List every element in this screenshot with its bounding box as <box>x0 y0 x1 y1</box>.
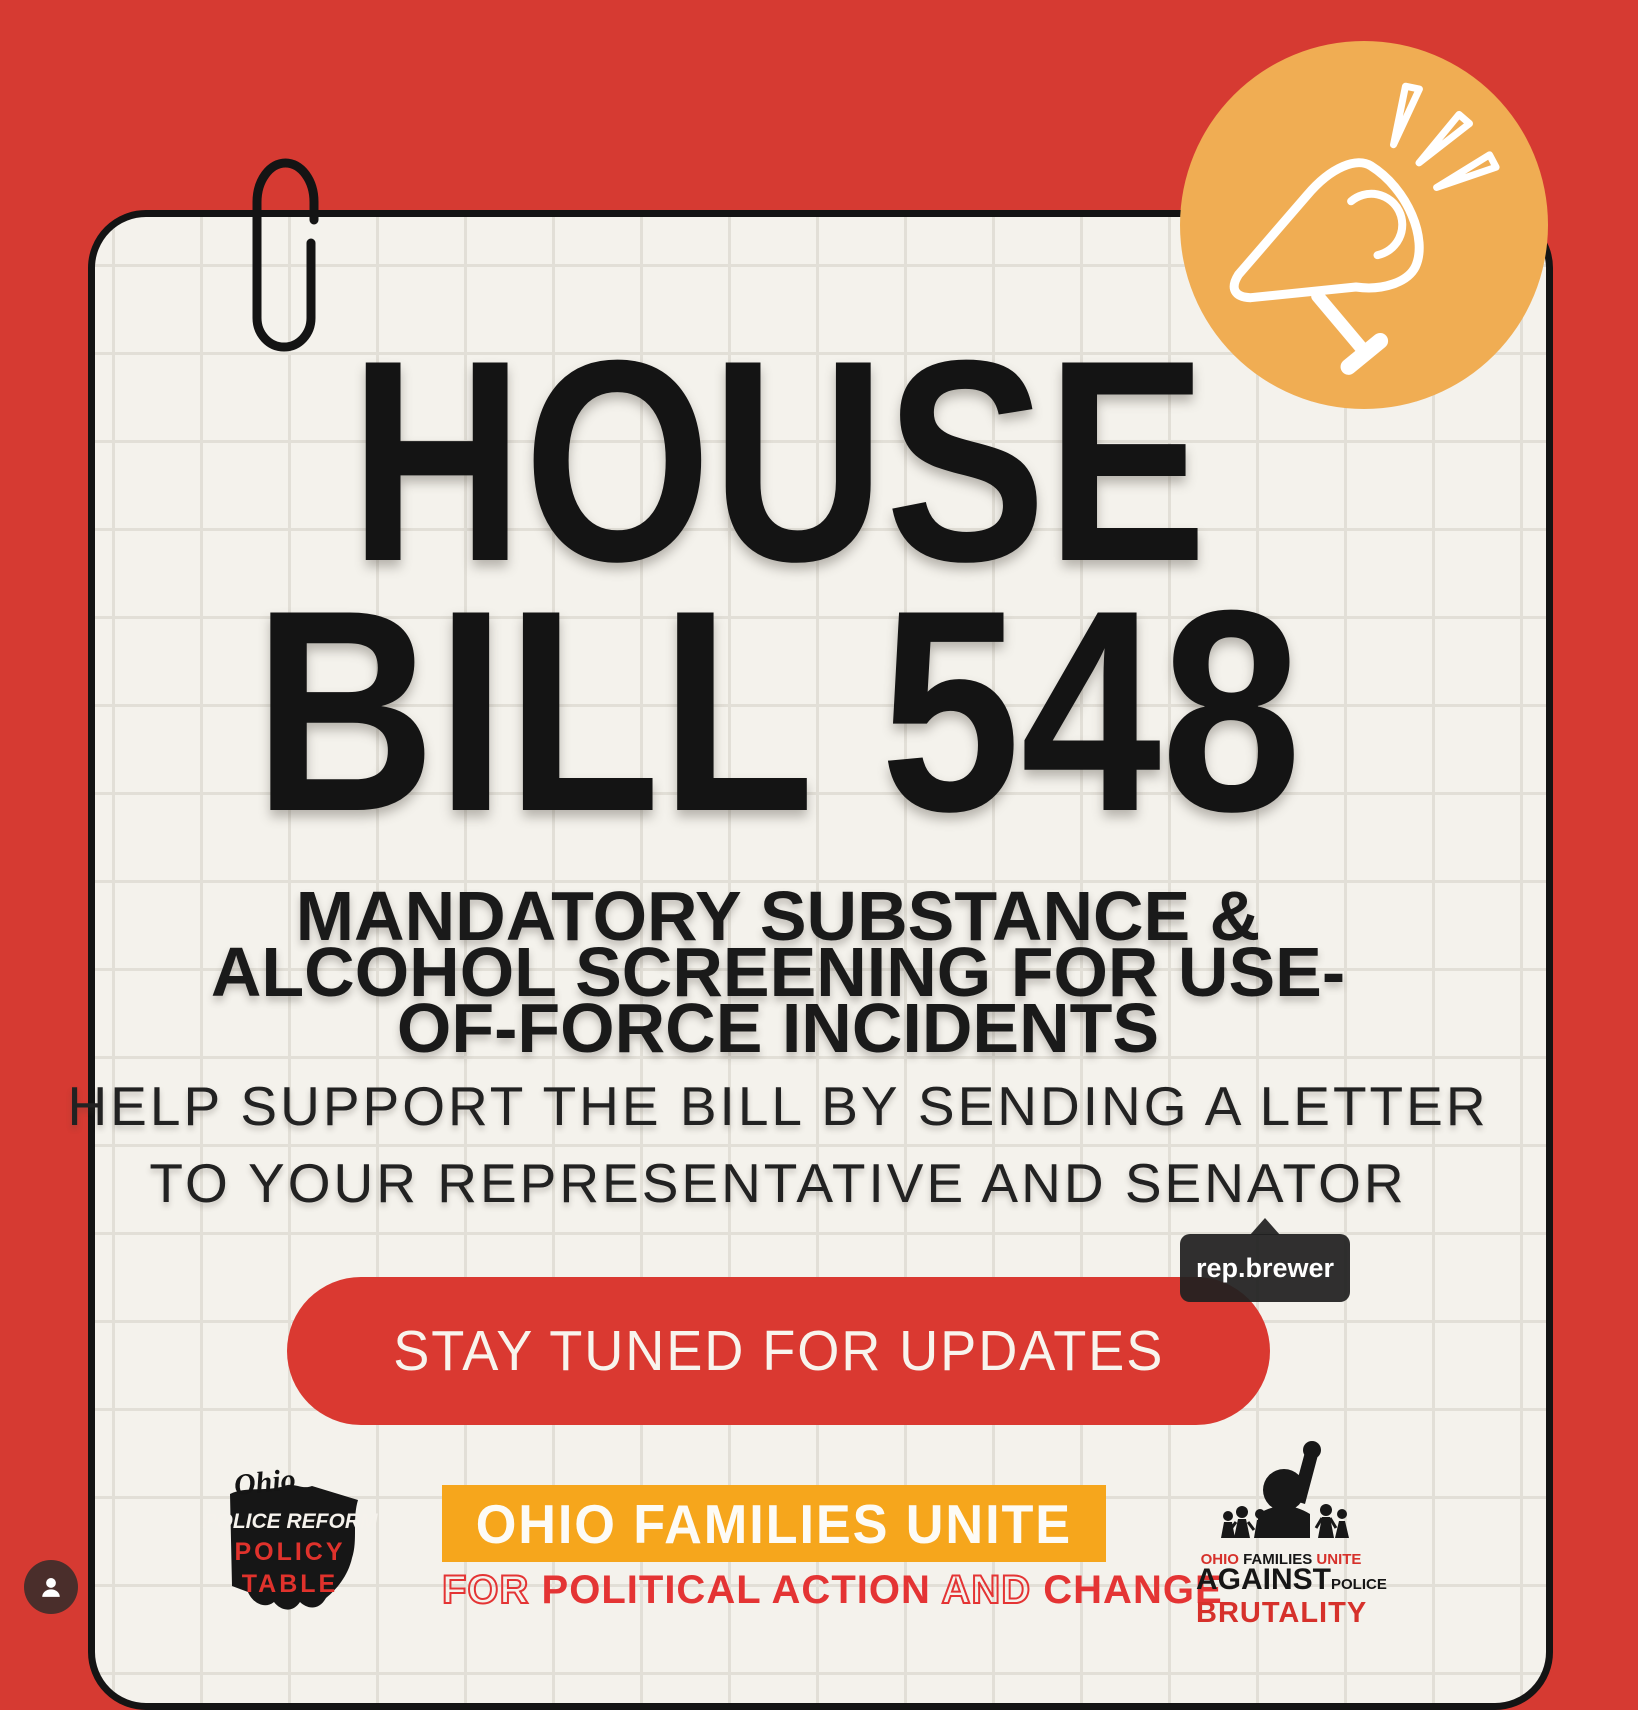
paperclip-icon <box>238 152 328 362</box>
support-text <box>0 1068 1556 1222</box>
logo-banner <box>442 1485 1106 1562</box>
tagged-people-indicator[interactable] <box>24 1560 78 1614</box>
stay-tuned-button <box>287 1277 1270 1425</box>
logo-policy-label: POLICY <box>234 1538 346 1566</box>
subtitle-line-3: OF-FORCE INCIDENTS <box>396 989 1160 1067</box>
against-unite: UNITE <box>1316 1551 1362 1568</box>
tagline-and: AND <box>941 1568 1044 1612</box>
megaphone-badge <box>1180 41 1548 409</box>
against-ohio: OHIO <box>1200 1551 1244 1568</box>
against-families: FAMILIES <box>1243 1551 1317 1568</box>
logo-banner-label: OHIO FAMILIES UNITE <box>475 1492 1073 1555</box>
logo-tagline <box>442 1568 1223 1613</box>
against-police: POLICE <box>1331 1576 1387 1593</box>
subtitle-line-1: MANDATORY SUBSTANCE & <box>295 877 1261 955</box>
page-title <box>0 300 1556 871</box>
tagged-people-icon <box>37 1573 65 1601</box>
title-line-2: BILL 548 <box>253 550 1303 871</box>
against-against: AGAINST <box>1196 1563 1331 1596</box>
logo-ohio-families-unite <box>442 1485 1223 1613</box>
poster-subtitle <box>0 877 1556 1067</box>
logo-table-label: TABLE <box>241 1570 339 1598</box>
tagline-change: CHANGE <box>1043 1568 1223 1612</box>
raised-fist-crowd-icon <box>1206 1438 1356 1552</box>
support-line-1: HELP SUPPORT THE BILL BY SENDING A LETTER <box>67 1075 1489 1137</box>
logo-police-reform-policy-table <box>200 1452 380 1638</box>
support-line-2: TO YOUR REPRESENTATIVE AND SENATOR <box>149 1152 1407 1214</box>
megaphone-icon <box>1180 41 1548 409</box>
logo-against-line2 <box>1196 1563 1387 1598</box>
logo-police-reform-label: POLICE REFORM <box>202 1510 378 1533</box>
user-tag-rep-brewer[interactable] <box>1180 1234 1350 1302</box>
stay-tuned-label: STAY TUNED FOR UPDATES <box>393 1319 1164 1383</box>
subtitle-line-2: ALCOHOL SCREENING FOR USE- <box>210 933 1346 1011</box>
user-tag-label: rep.brewer <box>1195 1252 1335 1283</box>
logo-against-line3: BRUTALITY <box>1196 1597 1368 1629</box>
tagline-political-action: POLITICAL ACTION <box>541 1568 942 1612</box>
title-line-1: HOUSE <box>349 300 1207 621</box>
tagline-for: FOR <box>442 1568 542 1612</box>
logo-ohio-script: Ohio <box>232 1462 298 1503</box>
logo-against-police-brutality <box>1196 1438 1387 1629</box>
